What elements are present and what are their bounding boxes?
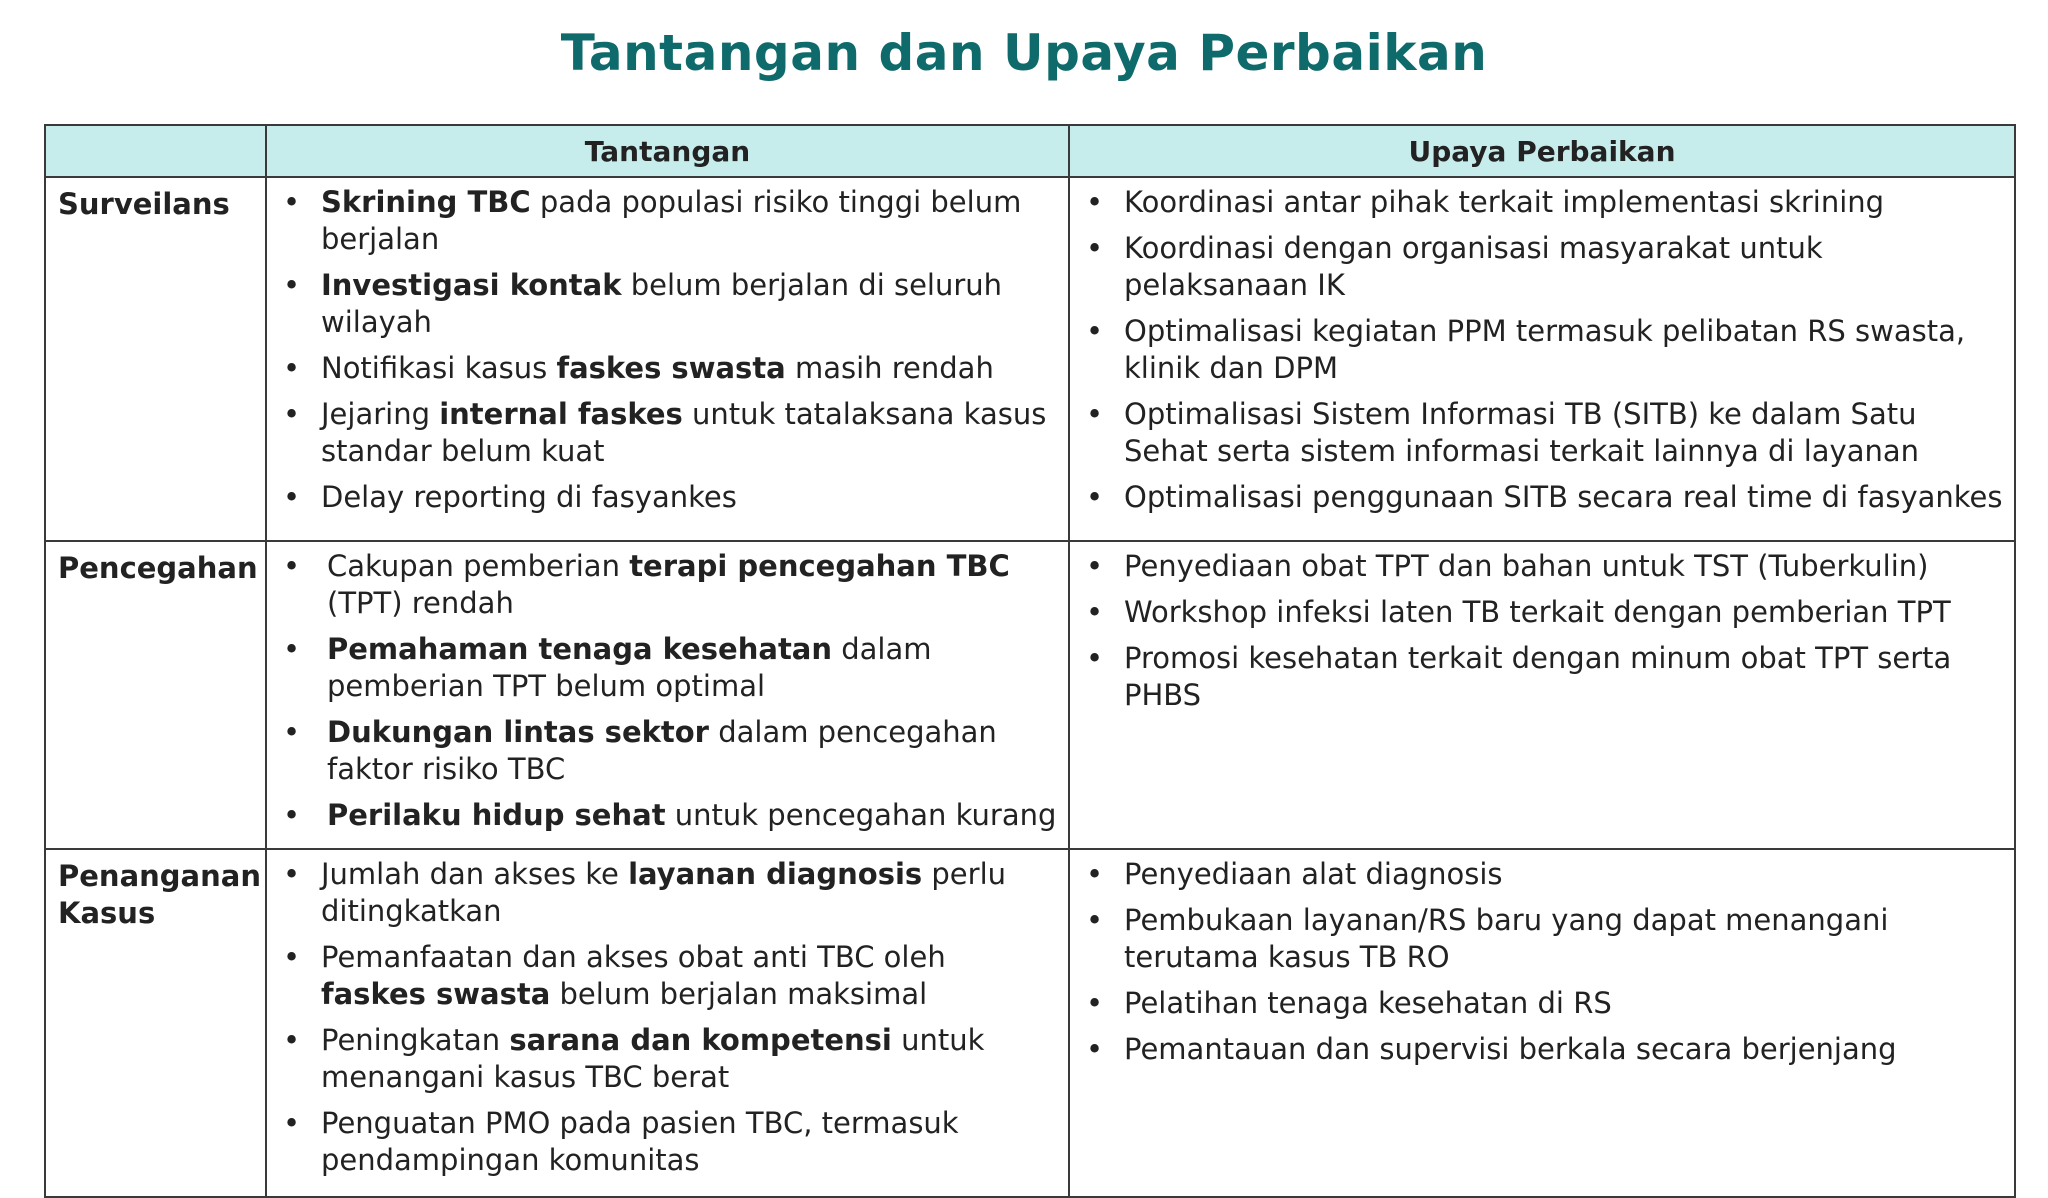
bullet-icon: • <box>283 268 301 302</box>
challenges-table <box>44 124 2016 1198</box>
bullet-icon: • <box>1086 231 1104 265</box>
row-label: Pencegahan <box>45 541 266 849</box>
bullet-icon: • <box>1086 549 1104 583</box>
bullet-icon: • <box>283 715 301 749</box>
bullet-icon: • <box>1086 986 1104 1020</box>
list-item: • Penyediaan obat TPT dan bahan untuk TST (Tuberkulin) <box>1086 549 1929 583</box>
bullet-icon: • <box>1086 480 1104 514</box>
list-item: • Notifikasi kasus faskes swasta masih rendah <box>283 351 994 385</box>
list-item: • Koordinasi antar pihak terkait implementasi skrining <box>1086 185 1885 219</box>
list-item: • Peningkatan sarana dan kompetensi untuk menangani kasus TBC berat <box>283 1023 985 1094</box>
list-item: • Pelatihan tenaga kesehatan di RS <box>1086 986 1612 1020</box>
list-item: • Pemahaman tenaga kesehatan dalam pemberian TPT belum optimal <box>283 632 932 703</box>
bullet-icon: • <box>1086 857 1104 891</box>
row-label: Penanganan Kasus <box>45 849 266 1197</box>
header-category <box>45 125 266 177</box>
bullet-icon: • <box>283 632 301 666</box>
bullet-icon: • <box>1086 641 1104 675</box>
bullet-icon: • <box>283 798 301 832</box>
list-item: • Workshop infeksi laten TB terkait dengan pemberian TPT <box>1086 595 1951 629</box>
table-row-penanganan-kasus <box>45 849 2015 1197</box>
tantangan-cell <box>266 177 1069 541</box>
row-label: Surveilans <box>45 177 266 541</box>
bullet-icon: • <box>1086 314 1104 348</box>
list-item: • Dukungan lintas sektor dalam pencegahan faktor risiko TBC <box>283 715 997 786</box>
table-header-row <box>45 125 2015 177</box>
upaya-cell <box>1069 177 2015 541</box>
list-item: • Jejaring internal faskes untuk tatalaksana kasus standar belum kuat <box>283 397 1047 468</box>
bullet-icon: • <box>283 1106 301 1140</box>
list-item: • Pemantauan dan supervisi berkala secara berjenjang <box>1086 1032 1897 1066</box>
list-item: • Skrining TBC pada populasi risiko tinggi belum berjalan <box>283 185 1022 256</box>
list-item: • Optimalisasi Sistem Informasi TB (SITB) ke dalam Satu Sehat serta sistem informasi terkait lainnya di layanan <box>1086 397 1919 468</box>
list-item: • Koordinasi dengan organisasi masyarakat untuk pelaksanaan IK <box>1086 231 1823 302</box>
tantangan-cell <box>266 541 1069 849</box>
list-item: • Penyediaan alat diagnosis <box>1086 857 1503 891</box>
header-upaya: Upaya Perbaikan <box>1069 125 2015 177</box>
upaya-cell <box>1069 849 2015 1197</box>
list-item: • Optimalisasi penggunaan SITB secara real time di fasyankes <box>1086 480 2003 514</box>
tantangan-cell <box>266 849 1069 1197</box>
page-title: Tantangan dan Upaya Perbaikan <box>560 24 1488 82</box>
bullet-icon: • <box>1086 595 1104 629</box>
list-item: • Delay reporting di fasyankes <box>283 480 737 514</box>
table-row-pencegahan <box>45 541 2015 849</box>
list-item: • Pemanfaatan dan akses obat anti TBC oleh faskes swasta belum berjalan maksimal <box>283 940 946 1011</box>
table-row-surveilans <box>45 177 2015 541</box>
bullet-icon: • <box>283 549 301 583</box>
bullet-icon: • <box>283 940 301 974</box>
header-tantangan: Tantangan <box>266 125 1069 177</box>
bullet-icon: • <box>1086 185 1104 219</box>
list-item: • Investigasi kontak belum berjalan di seluruh wilayah <box>283 268 1003 339</box>
upaya-cell <box>1069 541 2015 849</box>
bullet-icon: • <box>1086 903 1104 937</box>
list-item: • Perilaku hidup sehat untuk pencegahan kurang <box>283 798 1057 832</box>
list-item: • Promosi kesehatan terkait dengan minum obat TPT serta PHBS <box>1086 641 1952 712</box>
bullet-icon: • <box>283 351 301 385</box>
bullet-icon: • <box>283 1023 301 1057</box>
bullet-icon: • <box>1086 397 1104 431</box>
bullet-icon: • <box>283 480 301 514</box>
list-item: • Pembukaan layanan/RS baru yang dapat menangani terutama kasus TB RO <box>1086 903 1889 974</box>
list-item: • Penguatan PMO pada pasien TBC, termasuk pendampingan komunitas <box>283 1106 959 1177</box>
bullet-icon: • <box>283 857 301 891</box>
list-item: • Optimalisasi kegiatan PPM termasuk pelibatan RS swasta, klinik dan DPM <box>1086 314 1966 385</box>
list-item: • Jumlah dan akses ke layanan diagnosis perlu ditingkatkan <box>283 857 1006 928</box>
bullet-icon: • <box>283 397 301 431</box>
bullet-icon: • <box>1086 1032 1104 1066</box>
list-item: • Cakupan pemberian terapi pencegahan TBC (TPT) rendah <box>283 549 1010 620</box>
bullet-icon: • <box>283 185 301 219</box>
